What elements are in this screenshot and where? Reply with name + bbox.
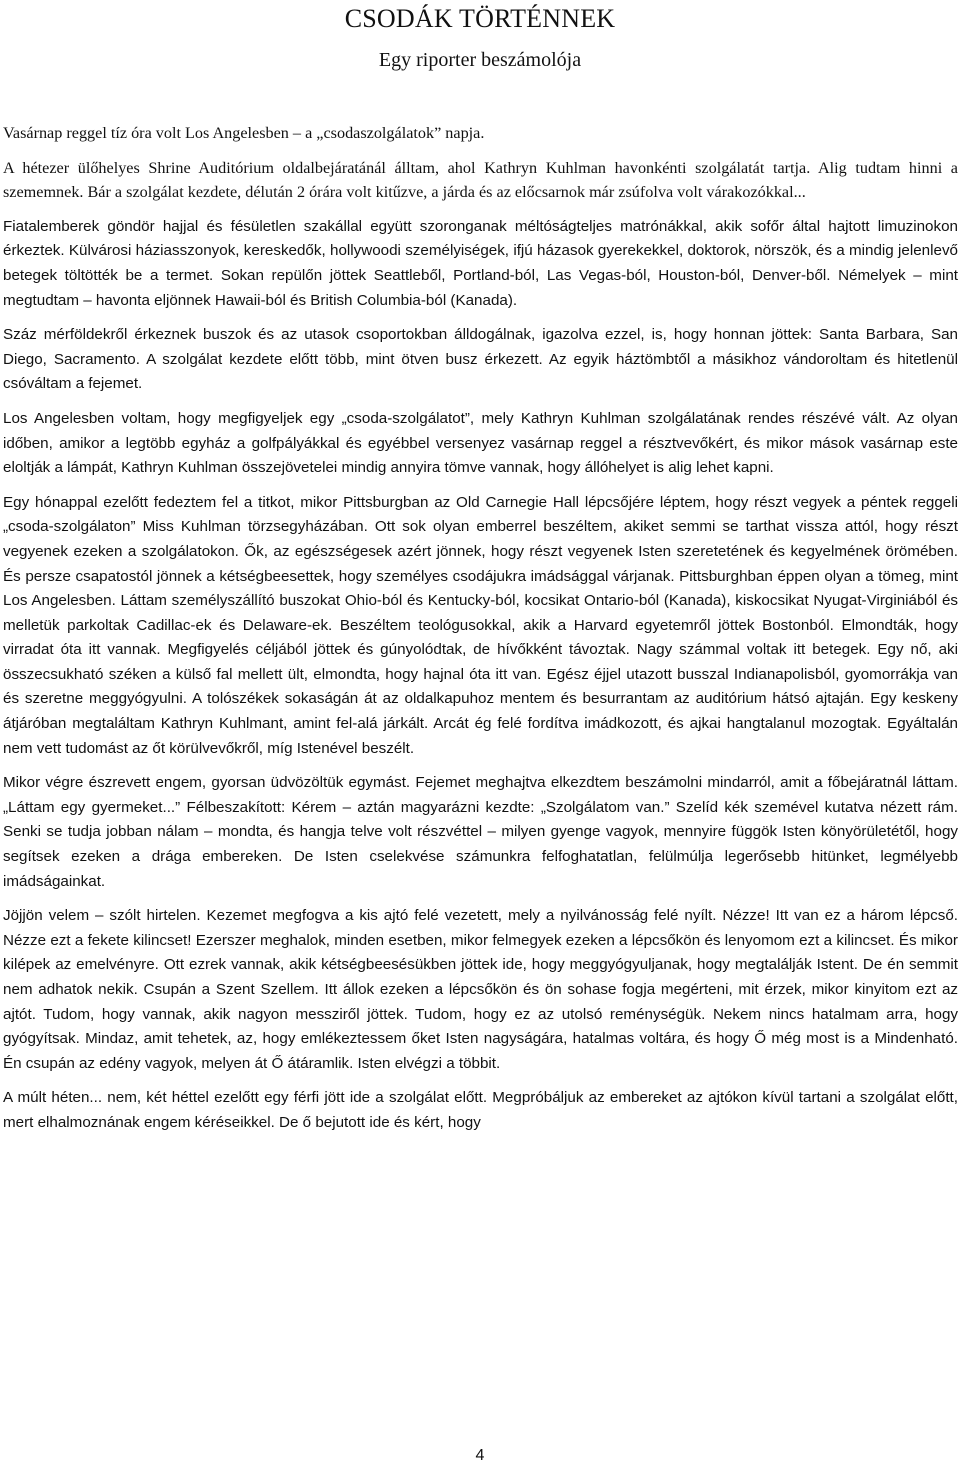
document-title: CSODÁK TÖRTÉNNEK (344, 4, 616, 33)
paragraph-5: Los Angelesben voltam, hogy megfigyeljek egy „csoda-szolgálatot”, mely Kathryn Kuhlman szolgálatának rendes részévé vált. Az olyan időben, amikor a legtöbb egyház a golfpályákkal és egyébbel versenyez vasárnap reggel a résztvevőkért, és mikor mások vasárnap este eloltják a lámpát, Kathryn Kuhlman összejövetelei mindig annyira tömve vannak, hogy állóhelyet is alig lehet kapni. (3, 409, 958, 477)
paragraph-9: A múlt héten... nem, két héttel ezelőtt egy férfi jött ide a szolgálat előtt. Megpróbáljuk az embereket az ajtókon kívül tartani a szolgálat előtt, mert elhalmoznának engem kéréseikkel. De ő bejutott ide és kért, hogy (3, 1089, 958, 1131)
paragraph-2: A hétezer ülőhelyes Shrine Auditórium oldalbejáratánál álltam, ahol Kathryn Kuhlman havonkénti szolgálatát tartja. Alig tudtam hinni a szememnek. Bár a szolgálat kezdete, délután 2 órára volt kitűzve, a járda és az előcsarnok már zsúfolva volt várakozókkal... (3, 158, 958, 202)
document-subtitle: Egy riporter beszámolója (378, 49, 582, 71)
document-body (3, 121, 958, 1146)
paragraph-4: Száz mérföldekről érkeznek buszok és az utasok csoportokban álldogálnak, igazolva ezzel, is, hogy honnan jöttek: Santa Barbara, San Diego, Sacramento. A szolgálat kezdete előtt több, mint ötven busz érkezett. Az egyik háztömbtől a másikhoz vándoroltam és hitetlenül csóváltam a fejemet. (3, 326, 958, 393)
page-number: 4 (475, 1447, 485, 1464)
paragraph-3: Fiatalemberek göndör hajjal és fésületlen szakállal együtt szoronganak méltóságteljes matrónákkal, akik sofőr által hajtott limuzinokon érkeztek. Külvárosi háziasszonyok, kereskedők, hollywoodi személyiségek, ifjú házasok gyerekekkel, doktorok, nörszök, és a mindig jelenlevő betegek töltötték be a termet. Sokan repülőn jöttek Seattleből, Portland-ból, Las Vegas-ból, Houston-ból, Denver-ből. Némelyek – mint megtudtam – havonta eljönnek Hawaii-ból és British Columbia-ból (Kanada). (3, 217, 958, 309)
paragraph-6: Egy hónappal ezelőtt fedeztem fel a titkot, mikor Pittsburgban az Old Carnegie Hall lépcsőjére léptem, hogy részt vegyek a péntek reggeli „csoda-szolgálaton” Miss Kuhlman törzsegyházában. Ott sok olyan emberrel beszéltem, akiket semmi se tarthat vissza attól, hogy részt vegyenek ezeken a szolgálatokon. Ők, az egészségesek azért jönnek, hogy részt vegyenek Isten szeretetének és kegyelmének örömében. És persze csapatostól jönnek a kétségbeesettek, hogy személyes csodájukra imádsággal várjanak. Pittsburghban éppen olyan a tömeg, mint Los Angelesben. Láttam személyszállító buszokat Ohio-ból és Kentucky-ból, kocsikat Ontario-ból (Kanada), kiskocsikat Nyugat-Virginiából és melletük parkoltak Cadillac-ek és Delaware-ek. Beszéltem teológusokkal, akik a Harvard egyetemről jöttek Bostonból. Elmondták, hogy virradat óta itt vannak. Megfigyelés céljából jöttek és gúnyolódtak, de hívőkként távoztak. Nagy számmal voltak itt betegek. Egy nő, aki összecsukható széken a külső fal mellett ült, elmondta, hogy hajnal óta itt van. Egész éjjel utazott busszal Indianapolisból, gyomorrákja van és szeretne meggyógyulni. A tolószékek sokaságán át az oldalkapuhoz mentem és besurrantam az auditórium hátsó ajtaján. Egy keskeny átjáróban megtaláltam Kathryn Kuhlmant, amint fel-alá járkált. Arcát ég felé fordítva imádkozott, és ajkai hangtalanul mozogtak. Egyáltalán nem vett tudomást az őt körülvevőkről, míg Istenével beszélt. (3, 493, 958, 757)
paragraph-8: Jöjjön velem – szólt hirtelen. Kezemet megfogva a kis ajtó felé vezetett, mely a nyilvánosság felé nyílt. Nézze! Itt van ez a három lépcső. Nézze ezt a fekete kilincset! Ezerszer meghalok, minden esetben, mikor felmegyek ezeken a lépcsőkön és lenyomom ezt a kilincset. És mikor kilépek az emelvényre. Ott ezrek vannak, akik kétségbeesésükben jöttek ide, hogy meggyógyuljanak, hogy megtalálják Istent. De én semmit nem adhatok nekik. Csupán a Szent Szellem. Itt állok ezeken a lépcsőkön és ön sohase fogja megérteni, mit érzek, mikor kinyitom ezt az ajtót. Tudom, hogy vannak, akik nagyon messziről jöttek. Tudom, hogy ez az utolsó reménységük. Nekem nincs hatalmam arra, hogy gyógyítsak. Mindaz, amit tehetek, az, hogy emlékeztessem őket Isten nagyságára, hatalmas voltára, és hogy Ő még most is a Mindenható. Én csupán az edény vagyok, melyen át Ő átáramlik. Isten elvégzi a többit. (3, 907, 958, 1072)
paragraph-1: Vasárnap reggel tíz óra volt Los Angelesben – a „csodaszolgálatok” napja. (3, 124, 485, 142)
paragraph-7: Mikor végre észrevett engem, gyorsan üdvözöltük egymást. Fejemet meghajtva elkezdtem beszámolni mindarról, amit a főbejáratnál láttam. „Láttam egy gyermeket...” Félbeszakított: Kérem – aztán magyarázni kezdte: „Szolgálatom van.” Szelíd kék szemével kutatva nézett rám. Senki se tudja jobban nálam – mondta, és hangja telve volt részvéttel – milyen gyenge vagyok, mennyire függök Isten könyörületétől, hogy segítsek ezeken a drága embereken. De Isten cselekvése számunkra felfoghatatlan, felülmúlja legerősebb hitünket, legmélyebb imádságainkat. (3, 774, 958, 890)
